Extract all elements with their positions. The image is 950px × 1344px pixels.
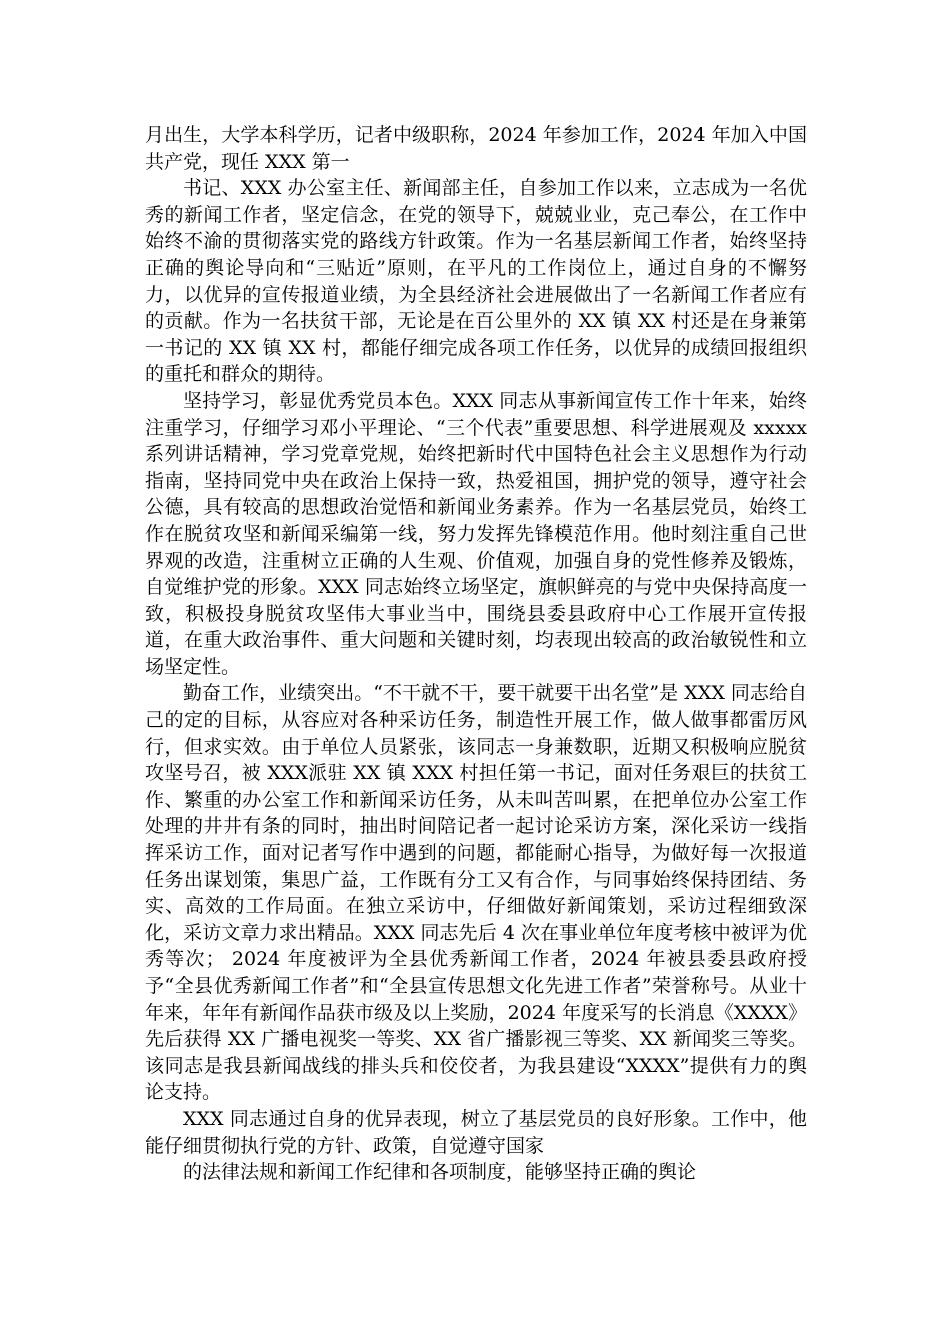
document-body [145, 122, 807, 1186]
paragraph-4: 勤奋工作，业绩突出。“不干就不干，要干就要干出名堂”是 XXX 同志给自己的定的目标，从容应对各种采访任务，制造性开展工作，做人做事都雷厉风行，但求实效。由于单位人员紧张，该同志一身兼数职，近期又积极响应脱贫攻坚号召，被 XXX派驻 XX 镇 XXX 村担任第一书记，面对任务艰巨的扶贫工作、繁重的办公室工作和新闻采访任务，从未叫苦叫累，在把单位办公室工作处理的井井有条的同时，抽出时间陪记者一起讨论采访方案，深化采访一线指挥采访工作，面对记者写作中遇到的问题，都能耐心指导，为做好每一次报道任务出谋划策，集思广益，工作既有分工又有合作，与同事始终保持团结、务实、高效的工作局面。在独立采访中，仔细做好新闻策划，采访过程细致深化，采访文章力求出精品。XXX 同志先后 4 次在事业单位年度考核中被评为优秀等次； 2024 年度被评为全县优秀新闻工作者，2024 年被县委县政府授予“全县优秀新闻工作者”和“全县宣传思想文化先进工作者”荣誉称号。从业十年来，年年有新闻作品获市级及以上奖励，2024 年度采写的长消息《XXXX》先后获得 XX 广播电视奖一等奖、XX 省广播影视三等奖、XX 新闻奖三等奖。该同志是我县新闻战线的排头兵和佼佼者，为我县建设“XXXX”提供有力的舆论支持。 [145, 682, 807, 1104]
paragraph-1: 月出生，大学本科学历，记者中级职称，2024 年参加工作，2024 年加入中国共产党，现任 XXX 第一 [145, 124, 807, 173]
paragraph-2: 书记、XXX 办公室主任、新闻部主任，自参加工作以来，立志成为一名优秀的新闻工作者，坚定信念，在党的领导下，兢兢业业，克己奉公，在工作中始终不渝的贯彻落实党的路线方针政策。作为一名基层新闻工作者，始终坚持正确的舆论导向和“三贴近”原则，在平凡的工作岗位上，通过自身的不懈努力，以优异的宣传报道业绩，为全县经济社会进展做出了一名新闻工作者应有的贡献。作为一名扶贫干部，无论是在百公里外的 XX 镇 XX 村还是在身兼第一书记的 XX 镇 XX 村，都能仔细完成各项工作任务，以优异的成绩回报组织的重托和群众的期待。 [145, 177, 807, 386]
paragraph-6: 的法律法规和新闻工作纪律和各项制度，能够坚持正确的舆论 [183, 1161, 697, 1184]
paragraph-3: 坚持学习，彰显优秀党员本色。XXX 同志从事新闻宣传工作十年来，始终注重学习，仔细学习邓小平理论、“三个代表”重要思想、科学进展观及 xxxxx 系列讲话精神，学习党章党规，始终把新时代中国特色社会主义思想作为行动指南，坚持同党中央在政治上保持一致，热爱祖国，拥护党的领导，遵守社会公德，具有较高的思想政治觉悟和新闻业务素养。作为一名基层党员，始终工作在脱贫攻坚和新闻采编第一线，努力发挥先锋模范作用。他时刻注重自己世界观的改造，注重树立正确的人生观、价值观，加强自身的党性修养及锻炼，自觉维护党的形象。XXX 同志始终立场坚定，旗帜鲜亮的与党中央保持高度一致，积极投身脱贫攻坚伟大事业当中，围绕县委县政府中心工作展开宣传报道，在重大政治事件、重大问题和关键时刻，均表现出较高的政治敏锐性和立场坚定性。 [145, 389, 807, 678]
paragraph-5: XXX 同志通过自身的优异表现，树立了基层党员的良好形象。工作中，他能仔细贯彻执行党的方针、政策，自觉遵守国家 [145, 1107, 807, 1157]
